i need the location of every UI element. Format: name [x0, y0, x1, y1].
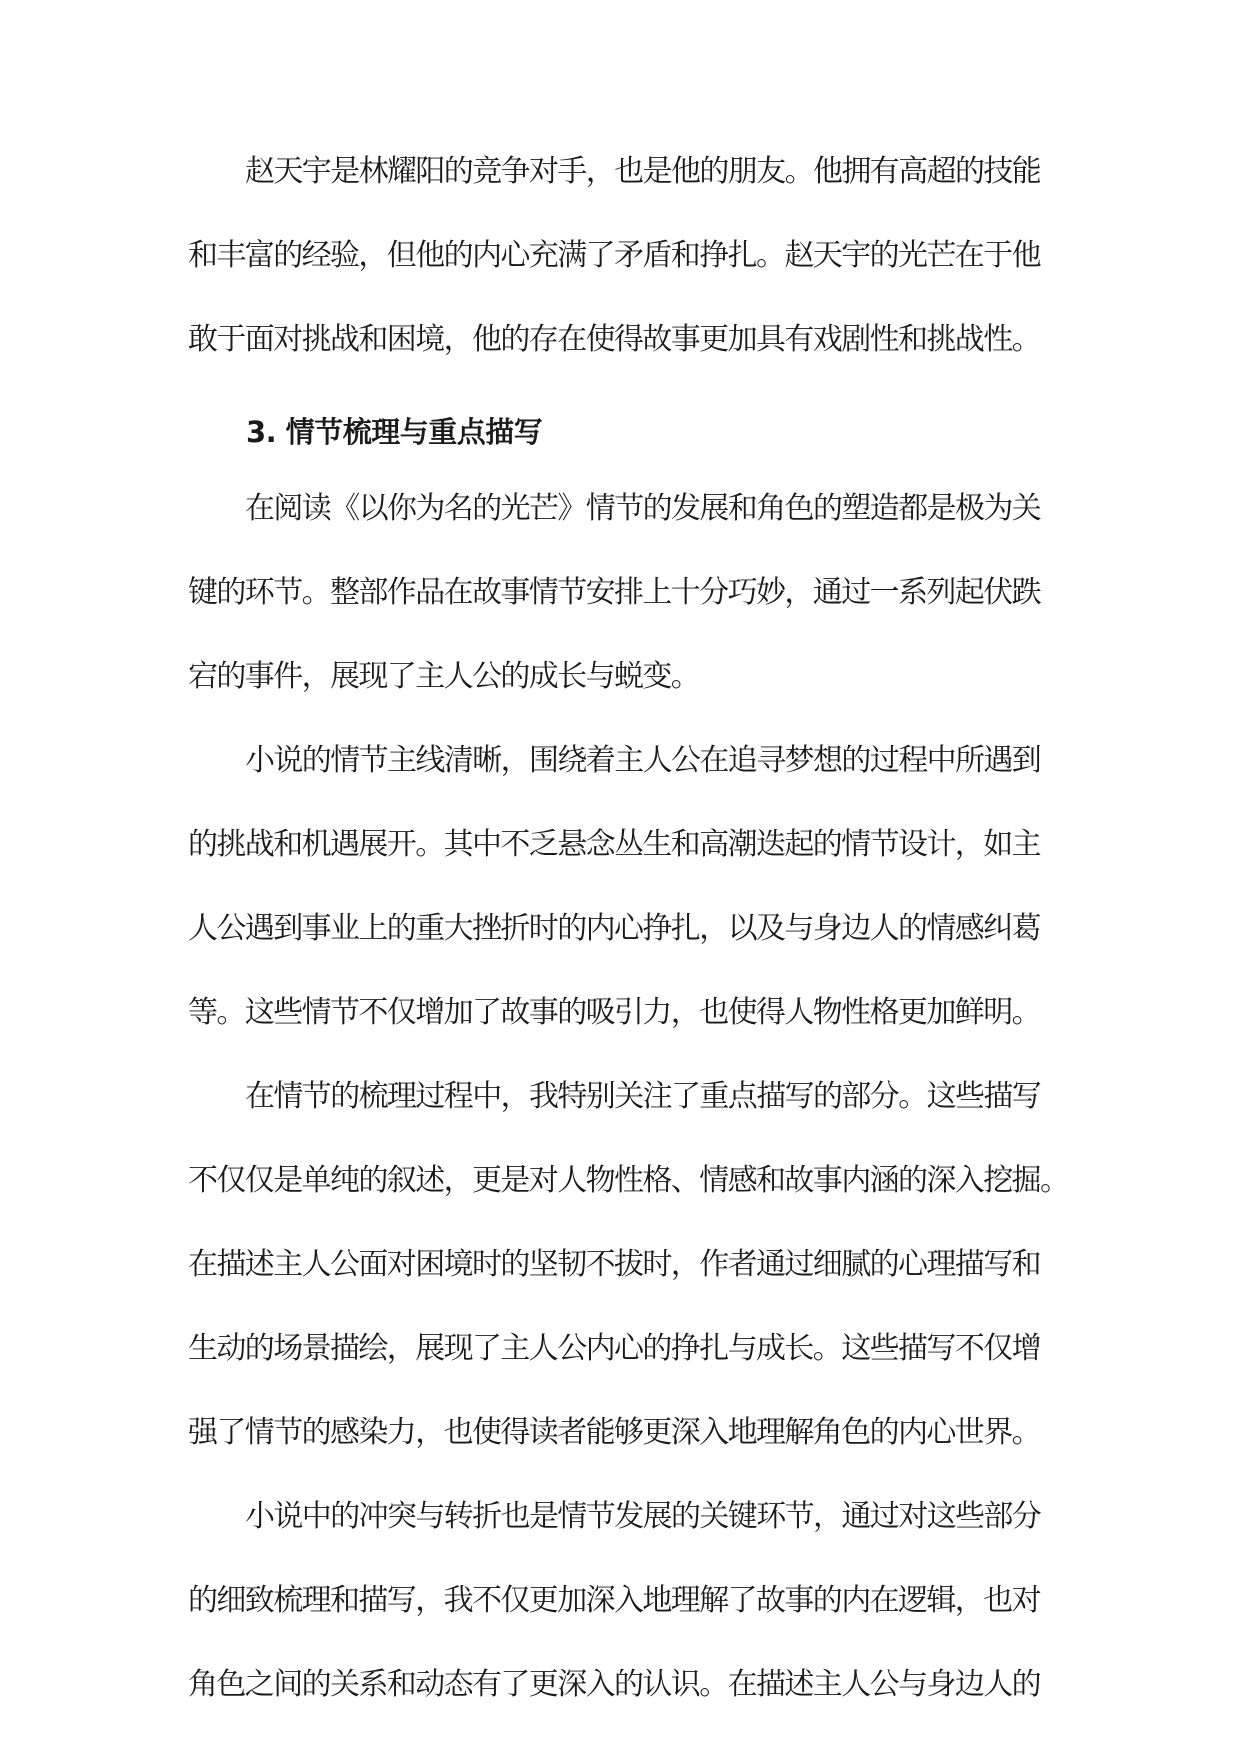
text-line: 键的环节。整部作品在故事情节安排上十分巧妙，通过一系列起伏跌	[188, 575, 1040, 610]
text-line: 小说中的冲突与转折也是情节发展的关键环节，通过对这些部分	[245, 1499, 1041, 1534]
text-line: 等。这些情节不仅增加了故事的吸引力，也使得人物性格更加鲜明。	[188, 995, 1040, 1030]
text-line: 在情节的梳理过程中，我特别关注了重点描写的部分。这些描写	[245, 1079, 1041, 1114]
text-line: 在阅读《以你为名的光芒》情节的发展和角色的塑造都是极为关	[245, 491, 1041, 526]
text-line: 的细致梳理和描写，我不仅更加深入地理解了故事的内在逻辑，也对	[188, 1583, 1040, 1618]
section-heading: 3. 情节梳理与重点描写	[246, 415, 543, 449]
text-line: 人公遇到事业上的重大挫折时的内心挣扎，以及与身边人的情感纠葛	[188, 911, 1040, 946]
text-line: 小说的情节主线清晰，围绕着主人公在追寻梦想的过程中所遇到	[245, 743, 1041, 778]
text-line: 赵天宇是林耀阳的竞争对手，也是他的朋友。他拥有高超的技能	[245, 154, 1041, 189]
text-line: 和丰富的经验，但他的内心充满了矛盾和挣扎。赵天宇的光芒在于他	[188, 238, 1040, 273]
text-line: 敢于面对挑战和困境，他的存在使得故事更加具有戏剧性和挑战性。	[188, 322, 1040, 357]
text-line: 强了情节的感染力，也使得读者能够更深入地理解角色的内心世界。	[188, 1415, 1040, 1450]
text-line: 生动的场景描绘，展现了主人公内心的挣扎与成长。这些描写不仅增	[188, 1331, 1040, 1366]
text-line: 的挑战和机遇展开。其中不乏悬念丛生和高潮迭起的情节设计，如主	[188, 827, 1040, 862]
text-line: 宕的事件，展现了主人公的成长与蜕变。	[188, 659, 700, 694]
text-line: 在描述主人公面对困境时的坚韧不拔时，作者通过细腻的心理描写和	[188, 1247, 1040, 1282]
text-line: 不仅仅是单纯的叙述，更是对人物性格、情感和故事内涵的深入挖掘。	[188, 1163, 1069, 1198]
text-line: 角色之间的关系和动态有了更深入的认识。在描述主人公与身边人的	[188, 1667, 1040, 1702]
